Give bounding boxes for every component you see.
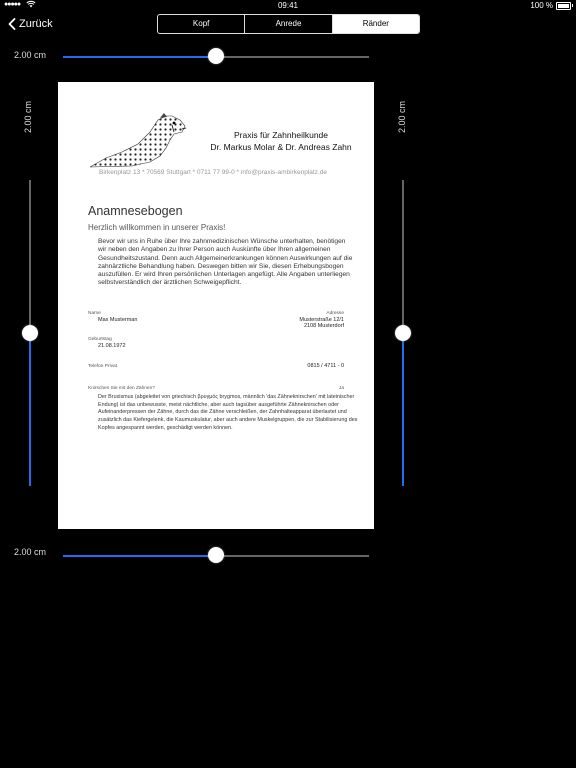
tab-anrede[interactable]: Anrede: [245, 15, 332, 33]
right-margin-thumb[interactable]: [395, 325, 411, 341]
status-bar: [0, 0, 576, 12]
battery-percent: 100 %: [530, 1, 553, 10]
birthday-label: Geburtstag: [88, 337, 112, 342]
top-margin-thumb[interactable]: [208, 48, 224, 64]
top-margin-label: 2.00 cm: [14, 50, 47, 60]
name-label: Name: [88, 311, 101, 316]
question-answer: Ja: [338, 386, 344, 391]
right-margin-label: 2.00 cm: [397, 100, 408, 134]
praxis-line2: Dr. Markus Molar & Dr. Andreas Zahn: [210, 142, 352, 152]
address-label: Adresse: [326, 311, 344, 316]
bottom-margin-label: 2.00 cm: [14, 547, 47, 557]
signal-icon: ●●●●●: [4, 1, 21, 8]
praxis-title: [206, 129, 356, 153]
praxis-line1: Praxis für Zahnheilkunde: [233, 130, 329, 140]
chevron-left-icon: [8, 18, 16, 30]
bottom-margin-thumb[interactable]: [208, 547, 224, 563]
welcome-text: Herzlich willkommen in unserer Praxis!: [88, 223, 226, 232]
question-text: Der Bruxismus (abgeleitet von griechisch βρυγμός brygmos, männlich 'das Zähneknirschen' mit lateinischer Endung) ist das unbewusste, meist nächtliche, aber auch tagsüber ausgeführte Zähneknirschen oder Aufeinanderpressen der Zähne, durch das die Zähne verschleißen, der Zahnhalteapparat überlastet und zusätzlich das Kiefergelenk, die Kaumuskulatur, aber auch andere Muskelgruppen, die zur Stabilisierung des Kopfes angespannt werden, geschädigt werden können.: [98, 394, 358, 431]
cheetah-logo: [88, 112, 188, 168]
tab-raender[interactable]: Ränder: [333, 15, 419, 33]
top-margin-fill: [63, 56, 216, 58]
name-value: Max Musterman: [98, 317, 138, 323]
tab-kopf[interactable]: Kopf: [158, 15, 245, 33]
bottom-margin-fill: [63, 555, 216, 557]
status-time: 09:41: [277, 1, 299, 10]
phone-value: 0815 / 4711 - 0: [307, 363, 344, 369]
battery-nub: [572, 4, 574, 7]
right-margin-fill: [402, 333, 404, 486]
address-value: [299, 317, 344, 329]
segmented-control: [157, 14, 420, 34]
document-title: Anamnesebogen: [88, 204, 183, 218]
birthday-value: 21.08.1972: [98, 343, 126, 349]
back-label: Zurück: [19, 18, 53, 30]
left-margin-fill: [29, 333, 31, 486]
phone-label: Telefon Privat: [88, 364, 118, 369]
question-label: Knirschen Sie mit den Zähnen?: [88, 386, 155, 391]
address-line2: 2108 Musterdorf: [303, 323, 344, 329]
praxis-address: Birkenplatz 13 * 70569 Stuttgart * 0711 77 99-0 * info@praxis-ambirkenplatz.de: [99, 169, 327, 176]
intro-paragraph: Bevor wir uns in Ruhe über Ihre zahnmedizinischen Wünsche unterhalten, benötigen wir neben den Angaben zu Ihrer Person auch Auskünfte über Ihren allgemeinen Gesundheitszustand. Denn auch Allgemeinerkrankungen können Auswirkungen auf die zahnärztliche Behandlung haben. Deswegen bitten wir Sie, diesen Erhebungsbogen auszufüllen. Er wird Ihren persönlichen Unterlagen angefügt. Alle Angaben unterliegen selbstverständlich der ärztlichen Schweigepflicht.: [98, 238, 353, 287]
back-button[interactable]: [8, 15, 53, 33]
left-margin-thumb[interactable]: [22, 325, 38, 341]
left-margin-label: 2.00 cm: [23, 100, 34, 134]
battery-icon: [556, 2, 571, 10]
address-line1: Musterstraße 12/1: [299, 317, 344, 323]
document-preview: [58, 82, 374, 529]
